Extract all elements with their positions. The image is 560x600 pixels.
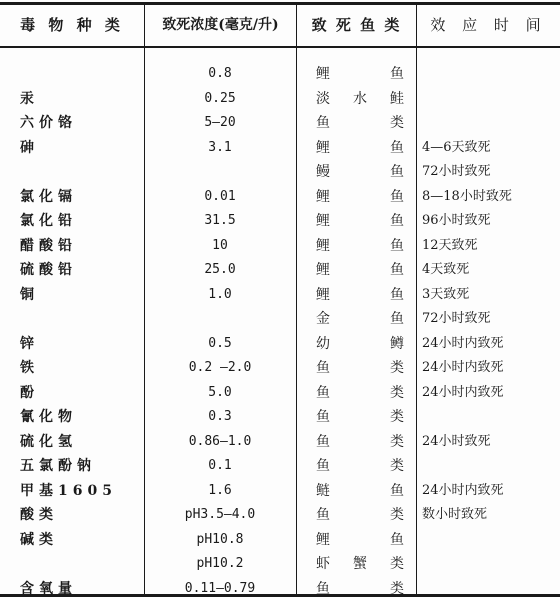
cell-effect-time: 4天致死 xyxy=(422,262,470,277)
cell-fish-type: 幼鳟 xyxy=(316,336,404,352)
cell-toxin: 六价铬 xyxy=(20,115,77,131)
cell-effect-time xyxy=(422,112,560,134)
cell-fish-type: 鲤鱼 xyxy=(316,238,404,254)
cell-fish-type: 鱼类 xyxy=(316,115,404,131)
cell-fish-type: 金鱼 xyxy=(316,311,404,327)
cell-concentration: 0.8 xyxy=(208,66,232,81)
cell-fish-type: 鱼类 xyxy=(316,507,404,523)
cell-effect-time: 72小时致死 xyxy=(422,311,491,326)
header-bottom-rule xyxy=(0,46,560,48)
cell-concentration: pH10.2 xyxy=(196,556,244,571)
column-divider xyxy=(416,2,417,596)
column-divider xyxy=(296,2,297,596)
cell-toxin: 砷 xyxy=(20,140,39,156)
cell-toxin xyxy=(20,63,140,85)
header-toxin-type: 毒 物 种 类 xyxy=(20,16,124,34)
cell-fish-type: 鱼类 xyxy=(316,360,404,376)
cell-effect-time: 4—6天致死 xyxy=(422,140,491,155)
header-effect-time: 效 应 时 间 xyxy=(430,16,547,34)
cell-effect-time: 数小时致死 xyxy=(422,507,488,522)
cell-toxin: 铁 xyxy=(20,360,39,376)
cell-effect-time: 24小时内致死 xyxy=(422,385,504,400)
cell-fish-type: 鱼类 xyxy=(316,409,404,425)
cell-toxin xyxy=(20,308,140,330)
cell-effect-time xyxy=(422,455,560,477)
cell-concentration: 0.5 xyxy=(208,336,232,351)
cell-concentration: 1.6 xyxy=(208,483,232,498)
cell-effect-time: 72小时致死 xyxy=(422,164,491,179)
cell-concentration: 0.1 xyxy=(208,458,232,473)
cell-fish-type: 鱼类 xyxy=(316,458,404,474)
cell-toxin: 锌 xyxy=(20,336,39,352)
cell-toxin: 酸类 xyxy=(20,507,58,523)
cell-fish-type: 虾蟹类 xyxy=(316,556,404,572)
cell-effect-time: 24小时内致死 xyxy=(422,360,504,375)
column-divider xyxy=(144,2,145,596)
cell-fish-type: 鱼类 xyxy=(316,385,404,401)
cell-effect-time: 96小时致死 xyxy=(422,213,491,228)
cell-effect-time: 3天致死 xyxy=(422,287,470,302)
cell-toxin: 氰化物 xyxy=(20,409,77,425)
cell-effect-time: 24小时内致死 xyxy=(422,483,504,498)
cell-effect-time: 8—18小时致死 xyxy=(422,189,512,204)
header-lethal-concentration: 致死浓度(毫克/升) xyxy=(162,17,279,33)
cell-toxin: 醋酸铅 xyxy=(20,238,77,254)
cell-effect-time xyxy=(422,529,560,551)
cell-concentration: 0.2 —2.0 xyxy=(188,360,252,375)
cell-toxin: 含氧量 xyxy=(20,581,77,597)
cell-fish-type: 鲤鱼 xyxy=(316,66,404,82)
cell-fish-type: 鱼类 xyxy=(316,581,404,597)
cell-concentration: 0.11—0.79 xyxy=(184,581,256,596)
cell-concentration xyxy=(150,161,290,183)
cell-concentration: 10 xyxy=(212,238,228,253)
cell-concentration: 5—20 xyxy=(204,115,236,130)
cell-effect-time xyxy=(422,88,560,110)
cell-concentration: 31.5 xyxy=(204,213,236,228)
cell-fish-type: 鳗鱼 xyxy=(316,164,404,180)
cell-concentration: 0.25 xyxy=(204,91,236,106)
cell-toxin xyxy=(20,553,140,575)
cell-fish-type: 淡水鲑 xyxy=(316,91,404,107)
cell-fish-type: 鱼类 xyxy=(316,434,404,450)
cell-effect-time: 12天致死 xyxy=(422,238,478,253)
cell-effect-time xyxy=(422,406,560,428)
cell-concentration: 3.1 xyxy=(208,140,232,155)
cell-concentration: 0.3 xyxy=(208,409,232,424)
cell-toxin: 硫酸铅 xyxy=(20,262,77,278)
cell-concentration: 25.0 xyxy=(204,262,236,277)
cell-concentration: 1.0 xyxy=(208,287,232,302)
cell-effect-time: 24小时内致死 xyxy=(422,336,504,351)
cell-toxin xyxy=(20,161,140,183)
cell-toxin: 汞 xyxy=(20,91,39,107)
cell-concentration: pH10.8 xyxy=(196,532,244,547)
table-top-rule xyxy=(0,2,560,5)
cell-fish-type: 鲤鱼 xyxy=(316,189,404,205)
cell-fish-type: 鲤鱼 xyxy=(316,532,404,548)
cell-fish-type: 鲤鱼 xyxy=(316,213,404,229)
cell-fish-type: 鲤鱼 xyxy=(316,262,404,278)
cell-concentration: 5.0 xyxy=(208,385,232,400)
cell-fish-type: 鲤鱼 xyxy=(316,287,404,303)
cell-toxin: 甲基1605 xyxy=(20,483,117,499)
header-affected-fish: 致 死 鱼 类 xyxy=(311,16,402,34)
cell-concentration: 0.01 xyxy=(204,189,236,204)
cell-fish-type: 鲢鱼 xyxy=(316,483,404,499)
cell-concentration xyxy=(150,308,290,330)
cell-toxin: 五氯酚钠 xyxy=(20,458,96,474)
cell-toxin: 酚 xyxy=(20,385,39,401)
cell-fish-type: 鲤鱼 xyxy=(316,140,404,156)
cell-toxin: 氯化铅 xyxy=(20,213,77,229)
cell-effect-time xyxy=(422,63,560,85)
cell-effect-time: 24小时致死 xyxy=(422,434,491,449)
cell-effect-time xyxy=(422,553,560,575)
cell-toxin: 氯化镉 xyxy=(20,189,77,205)
cell-toxin: 铜 xyxy=(20,287,39,303)
cell-concentration: pH3.5—4.0 xyxy=(184,507,256,522)
cell-toxin: 碱类 xyxy=(20,532,58,548)
cell-toxin: 硫化氢 xyxy=(20,434,77,450)
cell-concentration: 0.86—1.0 xyxy=(188,434,252,449)
